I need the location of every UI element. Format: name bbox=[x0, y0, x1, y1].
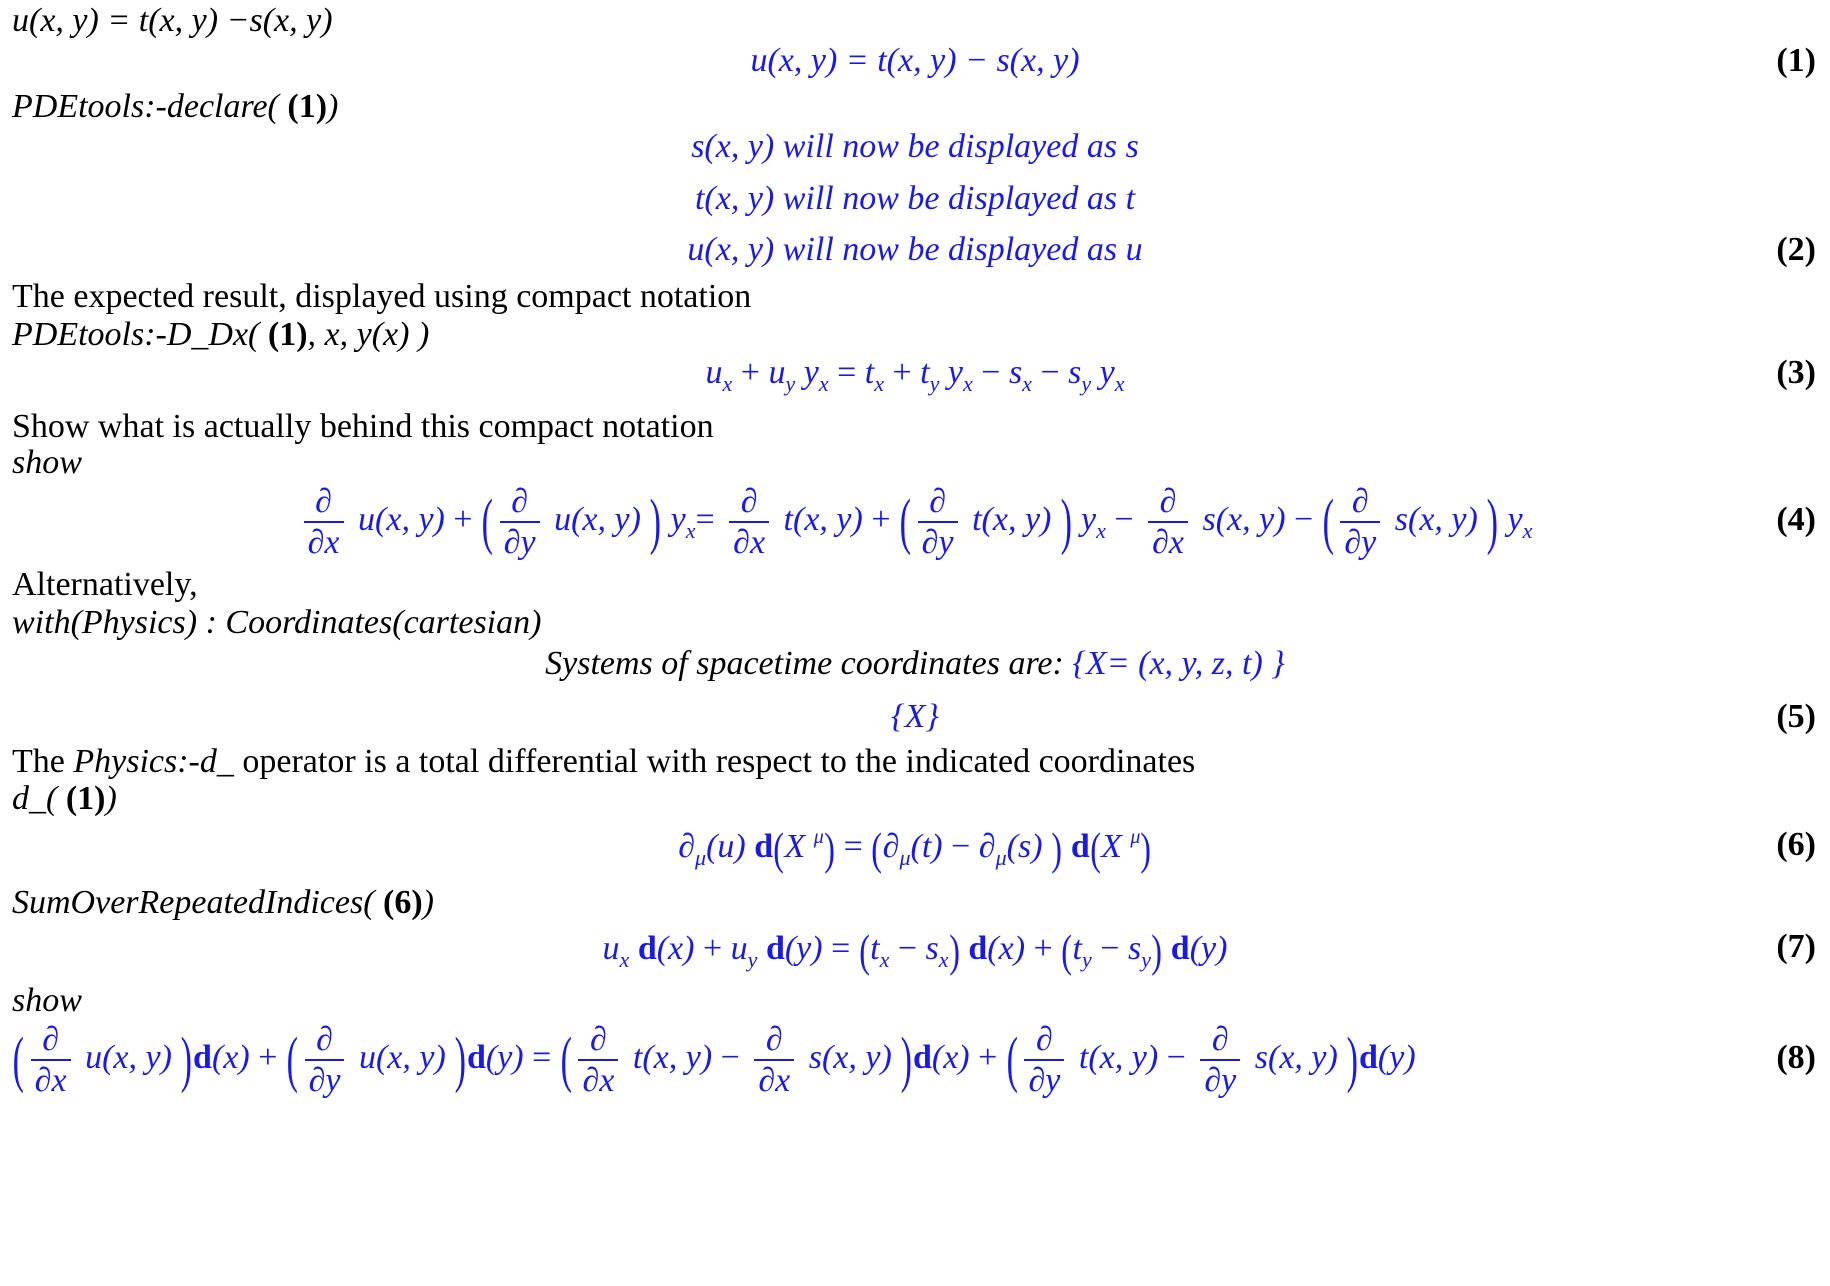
output-6 bbox=[0, 823, 1830, 874]
input-line-6[interactable] bbox=[12, 780, 1830, 818]
output-text: u(x, y) will now be displayed as u bbox=[687, 231, 1143, 268]
input-text: PDEtools:-D_Dx( bbox=[12, 316, 268, 353]
text-paragraph-5 bbox=[12, 566, 1830, 604]
input-line-2[interactable] bbox=[12, 88, 1830, 126]
output-math: $u_x$ $d(x) + u_y$ $d(y) = (t_x - s_x) d(x) + (t_y - s_y)$ d(y) bbox=[602, 925, 1228, 976]
input-text: d_( bbox=[12, 780, 66, 817]
input-text: ) bbox=[105, 780, 117, 817]
output-text: Systems of spacetime coordinates are: bbox=[545, 645, 1073, 682]
equation-ref[interactable]: (1) bbox=[287, 88, 328, 125]
output-text: t(x, y) will now be displayed as t bbox=[694, 180, 1136, 217]
input-text: u(x, y) = t(x, y) −s(x, y) bbox=[12, 2, 333, 39]
input-text: with(Physics) : Coordinates(cartesian) bbox=[12, 604, 542, 641]
output-5b bbox=[0, 698, 1830, 736]
equation-ref[interactable]: (1) bbox=[65, 780, 106, 817]
input-text: PDEtools:-declare( bbox=[12, 88, 288, 125]
output-1 bbox=[0, 42, 1830, 80]
paragraph-text: Show what is actually behind this compact notation bbox=[12, 408, 714, 445]
input-line-4[interactable] bbox=[12, 444, 1830, 482]
text-paragraph-3 bbox=[12, 278, 1830, 316]
output-math: $u_x + u_y$ $y_x = t_x + t_y$ $y_x - s_x - s_y$ $y_x$ bbox=[705, 354, 1125, 396]
output-3 bbox=[0, 354, 1830, 396]
equation-ref[interactable]: (6) bbox=[383, 884, 423, 921]
text-paragraph-6 bbox=[12, 743, 1830, 781]
equation-label-4[interactable]: (4) bbox=[1776, 501, 1816, 538]
output-8 bbox=[0, 1018, 1830, 1098]
equation-label-7[interactable]: (7) bbox=[1776, 928, 1816, 965]
paragraph-text: The expected result, displayed using compact notation bbox=[12, 278, 752, 315]
paragraph-text: The bbox=[12, 743, 74, 780]
input-text: , x, y(x) ) bbox=[307, 316, 430, 353]
equation-label-6[interactable]: (6) bbox=[1776, 826, 1816, 863]
input-text: show bbox=[12, 982, 82, 1019]
text-paragraph-4 bbox=[12, 408, 1830, 446]
input-line-1[interactable] bbox=[12, 2, 1830, 40]
output-text: s(x, y) will now be displayed as s bbox=[691, 128, 1139, 165]
output-2b bbox=[0, 180, 1830, 218]
input-text: ) bbox=[422, 884, 434, 921]
equation-ref[interactable]: (1) bbox=[267, 316, 308, 353]
paragraph-text: operator is a total differential with respect to the indicated coordinates bbox=[233, 743, 1196, 780]
input-text: SumOverRepeatedIndices( bbox=[12, 884, 384, 921]
input-line-8[interactable] bbox=[12, 982, 1830, 1020]
equation-label-8[interactable]: (8) bbox=[1776, 1039, 1816, 1076]
output-math: $\partial_\mu(u)$ d(X $^\mu) = (\partial_\mu(t) - \partial_\mu(s)$ ) d(X $^\mu$) bbox=[678, 823, 1152, 874]
output-5a bbox=[0, 645, 1830, 683]
input-text: ) bbox=[327, 88, 339, 125]
equation-label-2[interactable]: (2) bbox=[1776, 231, 1816, 268]
input-line-3[interactable] bbox=[12, 316, 1830, 354]
output-2c bbox=[0, 231, 1830, 269]
equation-label-3[interactable]: (3) bbox=[1776, 354, 1816, 391]
input-line-5[interactable] bbox=[12, 604, 1830, 642]
output-math: $\frac{\partial}{\partial x}$ u(x, y) + ( $\frac{\partial}{\partial y}$ u(x, y) ) $y_x=$ $\frac{\partial}{\partial x}$ t(x, y) + ( $\frac{\partial}{\partial y}$ t(x, y) ) $y_x$ − $\frac{\partial}{\partial x}$ s(x, y) − ( $\frac{\partial}{\partial y}$ s(x, y) ) $y_x$ bbox=[298, 501, 1533, 538]
input-line-7[interactable] bbox=[12, 884, 1830, 922]
output-math: ( $\frac{\partial}{\partial x}$ u(x, y) )d(x) + ( $\frac{\partial}{\partial y}$ u(x, y) )d(y) = ( $\frac{\partial}{\partial x}$ t(x, y) − $\frac{\partial}{\partial x}$ s(x, y) )d(x) + ( $\frac{\partial}{\partial y}$ t(x, y) − $\frac{\partial}{\partial y}$ s(x, y) )d(y) bbox=[12, 1020, 1416, 1100]
output-text: u(x, y) = t(x, y) − s(x, y) bbox=[750, 42, 1080, 79]
equation-label-1[interactable]: (1) bbox=[1776, 42, 1816, 79]
input-text: show bbox=[12, 444, 82, 481]
output-text: {X= (x, y, z, t) } bbox=[1072, 645, 1285, 682]
paragraph-text: Alternatively, bbox=[12, 566, 198, 603]
output-text: {X} bbox=[891, 698, 939, 735]
output-4 bbox=[0, 480, 1830, 560]
paragraph-text: Physics:-d_ bbox=[73, 743, 234, 780]
output-7 bbox=[0, 925, 1830, 976]
output-2a bbox=[0, 128, 1830, 166]
equation-label-5[interactable]: (5) bbox=[1776, 698, 1816, 735]
